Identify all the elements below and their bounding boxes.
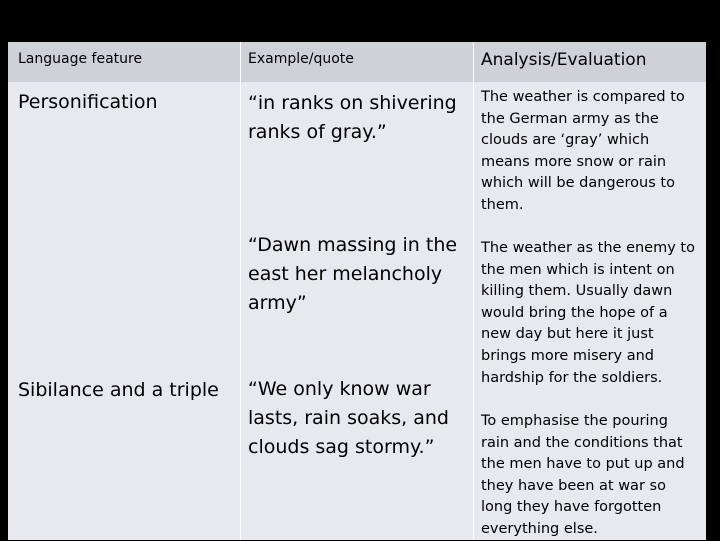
row2-analysis: The weather as the enemy to the men which is intent on killing them. Usually dawn would bring the hope of a new day but here it just brings more misery and hardship for the soldiers. — [481, 240, 695, 386]
header-language-feature: Language feature — [18, 51, 143, 67]
analysis-table — [8, 42, 706, 540]
row3-language-feature: Sibilance and a triple — [18, 379, 219, 401]
row2-quote: “Dawn massing in the east her melancholy army” — [248, 234, 458, 314]
header-analysis-evaluation: Analysis/Evaluation — [481, 50, 647, 70]
row3-analysis: To emphasise the pouring rain and the conditions that the men have to put up and they have been at war so long they have forgotten everything else. — [481, 413, 685, 537]
row3-quote: “We only know war lasts, rain soaks, and clouds sag stormy.” — [248, 378, 449, 458]
header-example-quote: Example/quote — [248, 51, 354, 67]
row1-language-feature: Personification — [18, 91, 158, 113]
column-divider — [240, 42, 241, 540]
column-divider — [473, 42, 474, 540]
row1-quote: “in ranks on shivering ranks of gray.” — [248, 92, 457, 143]
row1-analysis: The weather is compared to the German army as the clouds are ‘gray’ which means more snow or rain which will be dangerous to them. — [481, 89, 685, 213]
